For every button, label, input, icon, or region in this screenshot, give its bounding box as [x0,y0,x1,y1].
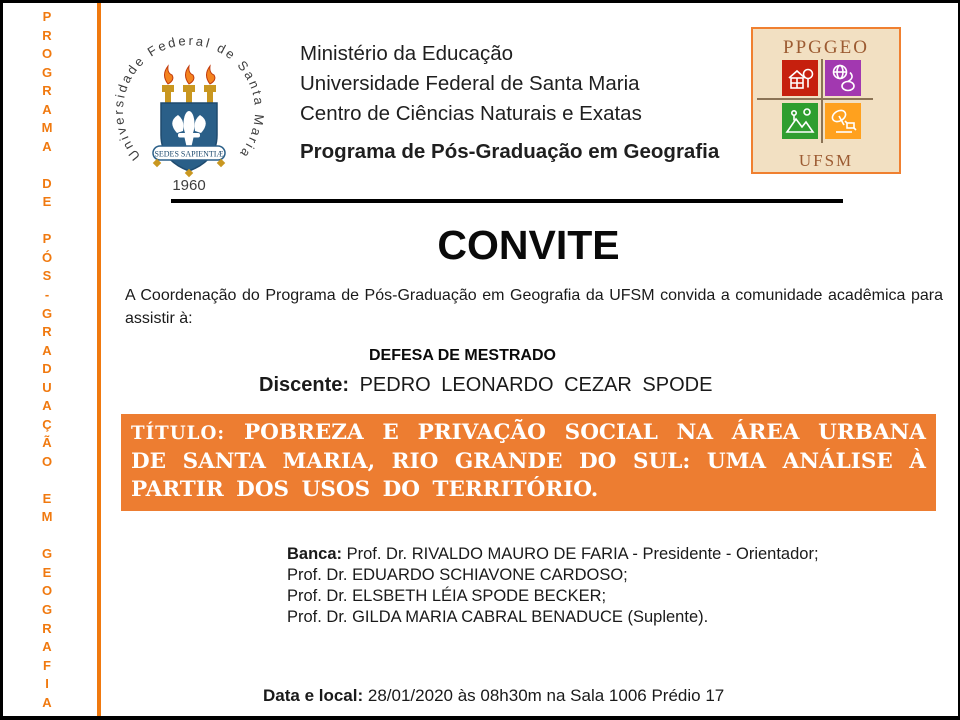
logo-square-green [782,103,818,139]
sidebar-letter: A [42,398,52,414]
sidebar-letter: P [42,9,52,24]
board-label: Banca: [287,545,347,563]
logo-square-orange [825,103,861,139]
header-block [300,39,719,167]
sidebar-letter: G [41,546,53,562]
student-label: Discente: [259,374,350,396]
sidebar-letter: I [45,676,49,692]
sidebar-letter: E [42,564,52,580]
sidebar-letter: P [42,231,52,247]
date-location-label: Data e local: [263,686,364,705]
sidebar-letter [3,528,91,544]
header-line-ministry: Ministério da Educação [300,42,514,65]
torch-icons [162,66,216,103]
ppggeo-logo [751,27,901,174]
sidebar-letter: R [42,27,52,43]
seal-banner [153,146,225,160]
seal-circular-text: Universidade Federal de Santa Maria [111,32,267,164]
header-separator-line [171,199,843,203]
thesis-label: TÍTULO: [131,423,226,444]
sidebar-divider-line [97,3,101,716]
sidebar-letter [3,472,91,488]
sidebar-letter: Ã [42,435,52,451]
ufsm-seal-icon [111,29,267,193]
header-line-program: Programa de Pós-Graduação em Geografia [300,140,720,163]
ufsm-seal-logo [111,29,267,198]
student-name: PEDRO LEONARDO CEZAR SPODE [359,374,713,396]
date-location-value: 28/01/2020 às 08h30m na Sala 1006 Prédio 17 [367,686,725,705]
board-member-line: Prof. Dr. GILDA MARIA CABRAL BENADUCE (Suplente). [287,608,709,626]
sidebar-letter: F [43,657,51,673]
fieldwork-person-icon [785,106,815,136]
sidebar-letter: S [42,268,52,284]
sidebar-letter: A [42,101,52,117]
sidebar-letter: D [42,361,52,377]
sidebar-letter: R [42,620,52,636]
house-tree-icon [785,63,815,93]
logo-square-red [782,60,818,96]
board-member-line: Banca: Prof. Dr. RIVALDO MAURO DE FARIA - Presidente - Orientador; [287,545,819,563]
logo-cross-vertical [821,59,823,143]
sidebar-letter: O [41,453,53,469]
sidebar-letter: G [41,305,53,321]
sidebar-letter: R [42,324,52,340]
satellite-icon [828,106,858,136]
sidebar-letter: E [42,490,52,506]
sidebar-letter: M [41,120,53,136]
sidebar-letter: A [42,342,52,358]
defense-type-heading: DEFESA DE MESTRADO [369,347,556,364]
ppggeo-subtitle: UFSM [798,151,854,170]
sidebar-letter: O [41,583,53,599]
globe-mouse-icon [828,63,858,93]
sidebar-letter [3,213,91,229]
thesis-title-block [121,414,936,511]
sidebar-letter: Ç [42,416,52,432]
sidebar-letter: O [41,46,53,62]
logo-cross-horizontal [757,98,873,100]
sidebar-letter: R [42,83,52,99]
board-member-line: Prof. Dr. ELSBETH LÉIA SPODE BECKER; [287,587,607,605]
date-location-line [263,686,724,706]
student-line [259,374,712,397]
examination-board-list [287,544,947,628]
sidebar-letter: U [42,379,52,395]
thesis-title: POBREZA E PRIVAÇÃO SOCIAL NA ÁREA URBANA DE SANTA MARIA, RIO GRANDE DO SUL: UMA ANÁLISE À PARTIR DOS USOS DO TERRITÓRIO. [131,420,926,502]
page-title: CONVITE [437,222,620,268]
sidebar-letter: A [42,138,52,154]
seal-year: 1960 [172,177,206,193]
sidebar-vertical-text [3,9,91,711]
ppggeo-title: PPGGEO [783,37,869,58]
sidebar-letter: G [41,602,53,617]
intro-paragraph: A Coordenação do Programa de Pós-Graduação em Geografia da UFSM convida a comunidade acadêmica para assistir à: [125,287,943,328]
sidebar-letter: - [44,286,50,302]
sidebar-letter: E [42,194,52,210]
logo-square-purple [825,60,861,96]
header-line-university: Universidade Federal de Santa Maria [300,72,640,95]
board-member-line: Prof. Dr. EDUARDO SCHIAVONE CARDOSO; [287,566,628,584]
sidebar-letter [3,157,91,173]
sidebar-letter: D [42,175,52,191]
seal-banner-text: SEDES SAPIENTIÆ [154,149,224,159]
sidebar-letter: Ó [41,249,53,265]
sidebar-letter: A [42,639,52,655]
sidebar-letter: M [41,509,53,525]
sidebar-letter: G [41,64,53,80]
header-line-center: Centro de Ciências Naturais e Exatas [300,102,642,125]
sidebar-letter: A [42,694,52,710]
